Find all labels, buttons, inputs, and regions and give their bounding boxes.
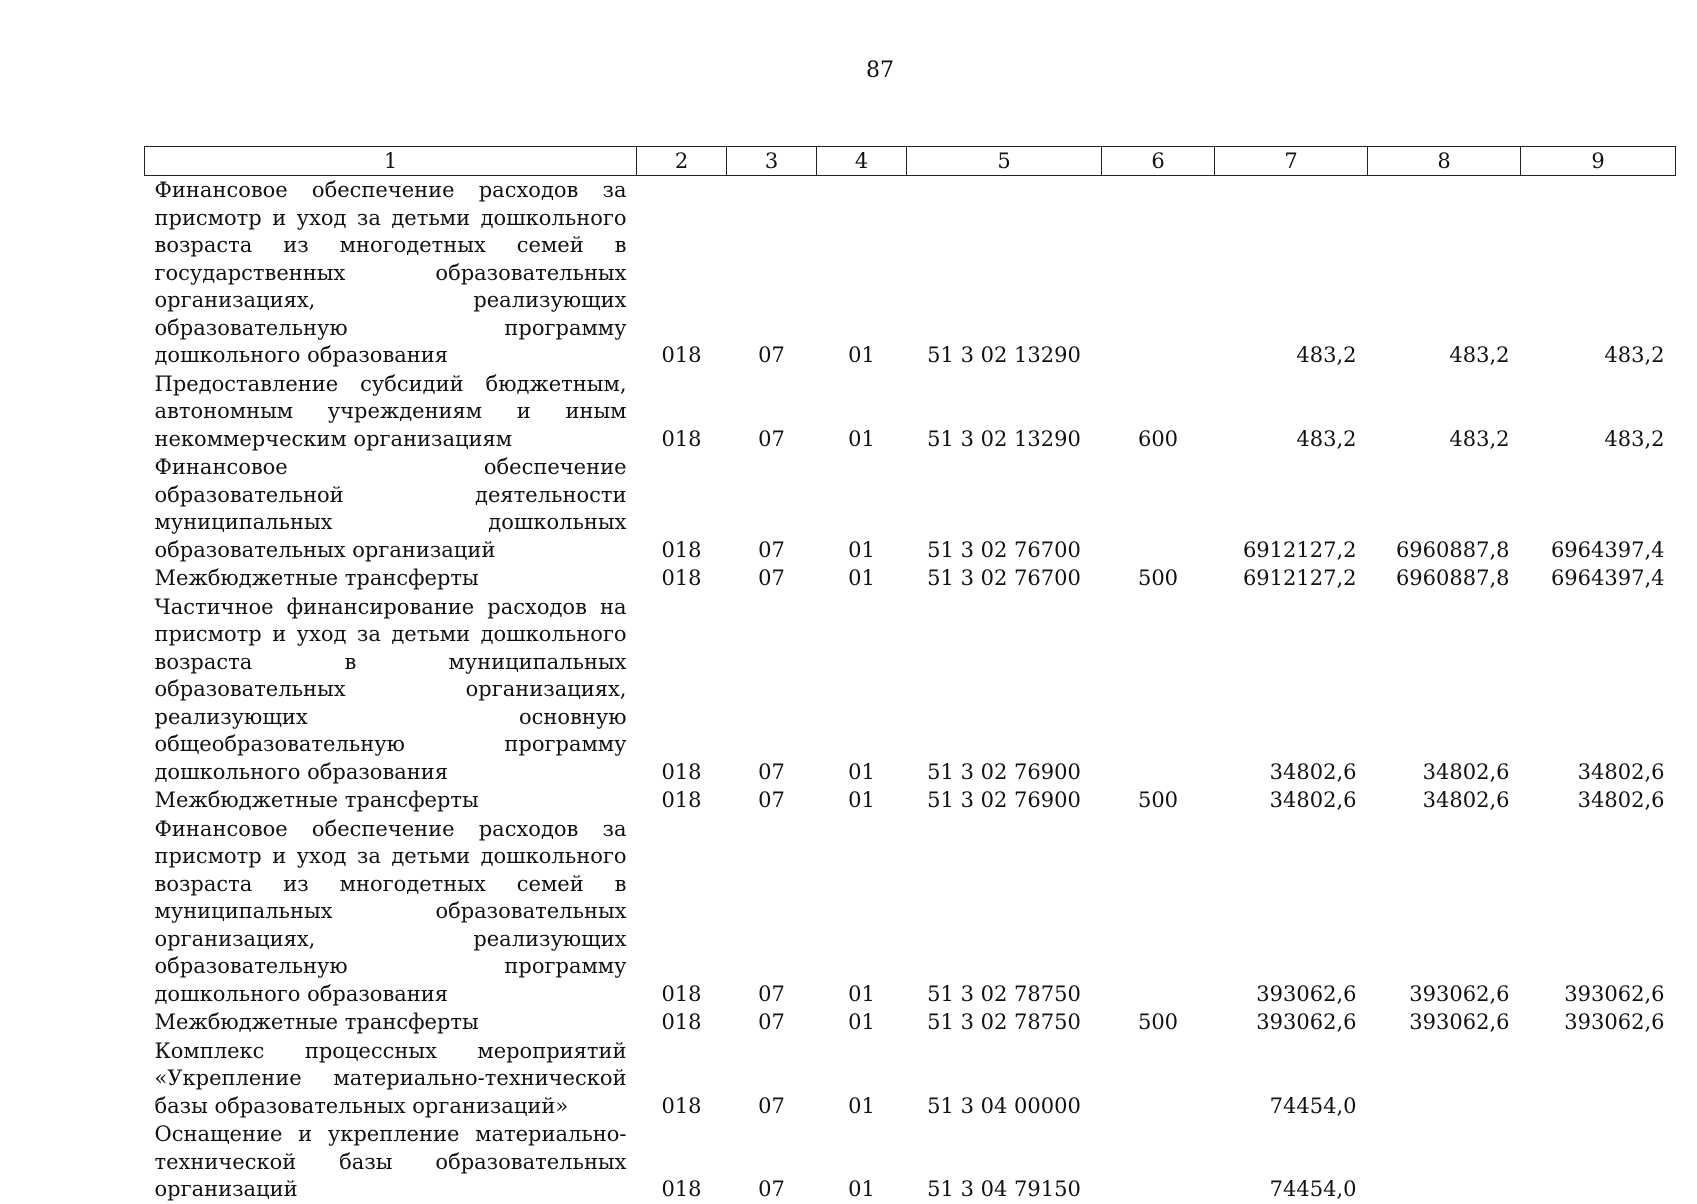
cell-target: 51 3 02 76900 <box>927 788 1081 812</box>
cell-section: 07 <box>758 1177 785 1201</box>
cell-expense-type: 500 <box>1137 788 1179 812</box>
cell-target: 51 3 02 13290 <box>927 343 1081 367</box>
row-name: Финансовое обеспечение расходов за присмотр и уход за детьми дошкольного возраста из многодетных семей в муниципальных образовательных организациях, реализующих образовательную программу дошкольного образования <box>154 816 627 1006</box>
cell-ministry: 018 <box>661 1093 702 1118</box>
table-row <box>145 593 1676 787</box>
cell-amount-7: 393062,6 <box>1256 981 1357 1006</box>
cell-ministry: 018 <box>661 788 702 812</box>
cell-amount-7: 483,2 <box>1296 426 1357 451</box>
cell-amount-8: 393062,6 <box>1409 981 1510 1006</box>
cell-subsection: 01 <box>848 788 875 812</box>
column-header: 2 <box>637 147 727 176</box>
row-name: Межбюджетные трансферты <box>154 566 479 590</box>
cell-amount-9: 393062,6 <box>1564 1010 1665 1034</box>
row-name: Межбюджетные трансферты <box>154 1010 479 1034</box>
cell-subsection: 01 <box>848 566 875 590</box>
cell-subsection: 01 <box>848 1010 875 1034</box>
cell-subsection: 01 <box>848 343 875 367</box>
column-header: 4 <box>817 147 907 176</box>
cell-section: 07 <box>758 426 785 451</box>
table-row <box>145 453 1676 564</box>
cell-ministry: 018 <box>661 537 702 562</box>
cell-amount-9: 393062,6 <box>1564 981 1665 1006</box>
cell-section: 07 <box>758 759 785 784</box>
column-header: 1 <box>145 147 637 176</box>
column-header: 3 <box>727 147 817 176</box>
cell-amount-8: 483,2 <box>1449 343 1510 367</box>
cell-target: 51 3 02 76700 <box>927 537 1081 562</box>
cell-section: 07 <box>758 1093 785 1118</box>
cell-amount-8: 393062,6 <box>1409 1010 1510 1034</box>
cell-target: 51 3 04 79150 <box>927 1177 1081 1201</box>
cell-section: 07 <box>758 537 785 562</box>
cell-subsection: 01 <box>848 537 875 562</box>
cell-amount-9: 34802,6 <box>1577 788 1665 812</box>
table-row <box>145 564 1676 593</box>
cell-target: 51 3 02 78750 <box>927 981 1081 1006</box>
table-row <box>145 815 1676 1009</box>
cell-ministry: 018 <box>661 1010 702 1034</box>
cell-ministry: 018 <box>661 981 702 1006</box>
table-row <box>145 786 1676 815</box>
cell-amount-9: 6964397,4 <box>1550 566 1665 590</box>
budget-table <box>144 146 1676 1204</box>
table-header-row <box>145 147 1676 176</box>
cell-subsection: 01 <box>848 759 875 784</box>
cell-amount-7: 74454,0 <box>1269 1093 1357 1118</box>
cell-section: 07 <box>758 788 785 812</box>
column-header: 9 <box>1521 147 1676 176</box>
cell-subsection: 01 <box>848 1093 875 1118</box>
row-name: Финансовое обеспечение расходов за присмотр и уход за детьми дошкольного возраста из многодетных семей в государственных образовательных организациях, реализующих образовательную программу дошкольного образования <box>154 178 627 367</box>
cell-expense-type <box>1102 593 1215 787</box>
cell-subsection: 01 <box>848 981 875 1006</box>
cell-section: 07 <box>758 981 785 1006</box>
table-row <box>145 370 1676 454</box>
page-number: 87 <box>866 58 894 83</box>
cell-amount-9: 483,2 <box>1604 343 1665 367</box>
cell-ministry: 018 <box>661 566 702 590</box>
cell-target: 51 3 02 13290 <box>927 426 1081 451</box>
cell-amount-8: 34802,6 <box>1422 759 1510 784</box>
table-row <box>145 176 1676 370</box>
cell-amount-8: 483,2 <box>1449 426 1510 451</box>
cell-amount-8: 6960887,8 <box>1395 537 1510 562</box>
cell-expense-type <box>1102 1120 1215 1204</box>
cell-ministry: 018 <box>661 1177 702 1201</box>
cell-expense-type <box>1102 1037 1215 1121</box>
cell-subsection: 01 <box>848 1177 875 1201</box>
cell-amount-9 <box>1521 1037 1676 1121</box>
column-header: 8 <box>1368 147 1521 176</box>
cell-target: 51 3 02 78750 <box>927 1010 1081 1034</box>
row-name: Комплекс процессных мероприятий «Укрепление материально-технической базы образовательных организаций» <box>154 1038 627 1118</box>
cell-expense-type <box>1102 815 1215 1009</box>
cell-ministry: 018 <box>661 343 702 367</box>
cell-expense-type <box>1102 176 1215 370</box>
cell-amount-9: 6964397,4 <box>1550 537 1665 562</box>
column-header: 6 <box>1102 147 1215 176</box>
cell-amount-7: 6912127,2 <box>1242 537 1357 562</box>
row-name: Предоставление субсидий бюджетным, автономным учреждениям и иным некоммерческим организациям <box>154 371 627 451</box>
cell-amount-8 <box>1368 1037 1521 1121</box>
cell-expense-type <box>1102 453 1215 564</box>
cell-amount-7: 483,2 <box>1296 343 1357 367</box>
cell-amount-7: 6912127,2 <box>1242 566 1357 590</box>
table-row <box>145 1008 1676 1037</box>
cell-target: 51 3 02 76900 <box>927 759 1081 784</box>
cell-section: 07 <box>758 343 785 367</box>
cell-amount-7: 34802,6 <box>1269 759 1357 784</box>
cell-ministry: 018 <box>661 426 702 451</box>
cell-section: 07 <box>758 1010 785 1034</box>
cell-amount-8: 6960887,8 <box>1395 566 1510 590</box>
cell-amount-9: 483,2 <box>1604 426 1665 451</box>
row-name: Финансовое обеспечение образовательной деятельности муниципальных дошкольных образовательных организаций <box>154 455 627 562</box>
cell-amount-8: 34802,6 <box>1422 788 1510 812</box>
column-header: 7 <box>1215 147 1368 176</box>
cell-expense-type: 500 <box>1137 1010 1179 1034</box>
cell-amount-9: 34802,6 <box>1577 759 1665 784</box>
cell-target: 51 3 04 00000 <box>927 1093 1081 1118</box>
cell-amount-8 <box>1368 1120 1521 1204</box>
row-name: Частичное финансирование расходов на присмотр и уход за детьми дошкольного возраста в муниципальных образовательных организациях, реализующих основную общеобразовательную программу дошкольного образования <box>154 594 627 784</box>
cell-amount-9 <box>1521 1120 1676 1204</box>
row-name: Оснащение и укрепление материально-технической базы образовательных организаций <box>154 1122 627 1201</box>
column-header: 5 <box>907 147 1102 176</box>
cell-expense-type: 500 <box>1137 566 1179 590</box>
cell-section: 07 <box>758 566 785 590</box>
cell-amount-7: 74454,0 <box>1269 1177 1357 1201</box>
table-row <box>145 1037 1676 1121</box>
cell-subsection: 01 <box>848 426 875 451</box>
cell-target: 51 3 02 76700 <box>927 566 1081 590</box>
cell-ministry: 018 <box>661 759 702 784</box>
cell-amount-7: 34802,6 <box>1269 788 1357 812</box>
table-row <box>145 1120 1676 1204</box>
cell-expense-type: 600 <box>1137 426 1179 451</box>
row-name: Межбюджетные трансферты <box>154 788 479 812</box>
cell-amount-7: 393062,6 <box>1256 1010 1357 1034</box>
